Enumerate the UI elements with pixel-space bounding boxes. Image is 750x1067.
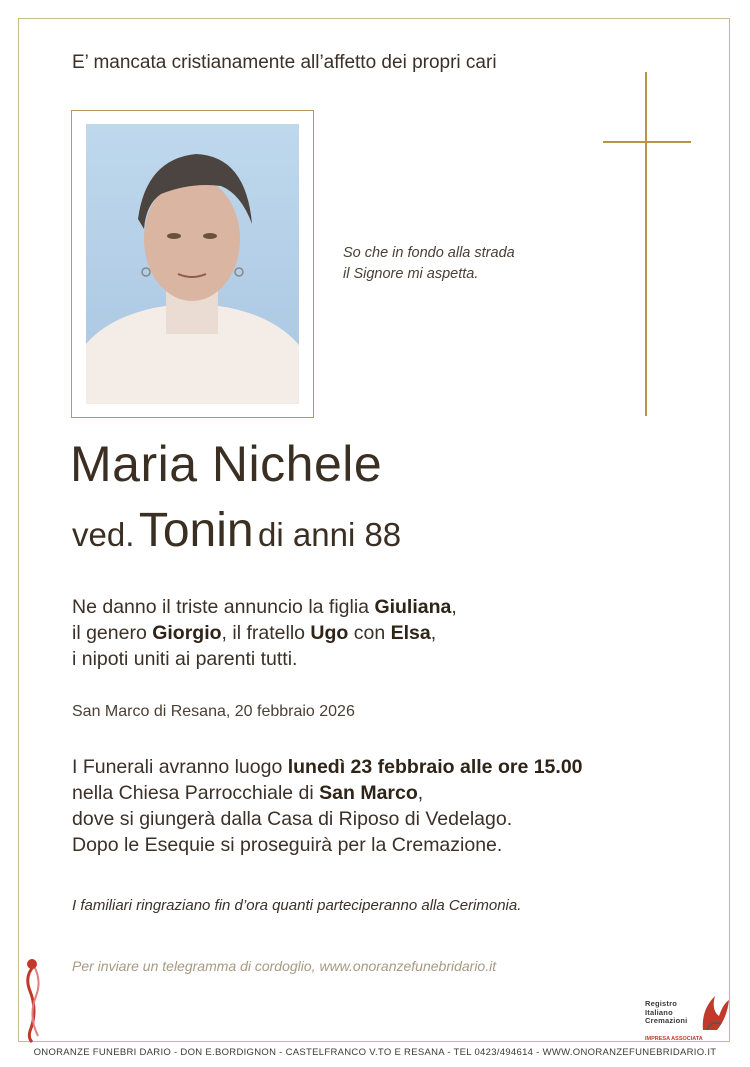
church-place: San Marco [319,782,418,804]
deceased-subname [72,503,401,558]
funeral-line-4: Dopo le Esequie si proseguirà per la Cremazione. [72,834,503,856]
son-in-law-name: Giorgio [152,622,222,644]
logo-text: Registro Italiano Cremazioni [645,999,688,1025]
portrait-frame [71,110,314,418]
age-text: di anni 88 [258,516,402,553]
portrait-photo [86,124,299,404]
funeral-datetime: lunedì 23 febbraio alle ore 15.00 [287,756,583,778]
funeral-line-2: nella Chiesa Parrocchiale di San Marco, [72,782,424,804]
quote-line-1: So che in fondo alla strada [343,245,515,261]
funeral-info [72,754,583,858]
deceased-name: Maria Nichele [70,436,383,492]
announcement-line-1: Ne danno il triste annuncio la figlia Giuliana, [72,596,457,618]
footer: ONORANZE FUNEBRI DARIO - DON E.BORDIGNON - CASTELFRANCO V.TO E RESANA - TEL 0423/494614 - WWW.ONORANZEFUNEBRIDARIO.IT [33,1047,717,1058]
brother-name: Ugo [310,622,349,644]
intro-text: E’ mancata cristianamente all’affetto dei propri cari [72,52,497,73]
cross-icon-bar [603,141,691,143]
ved-prefix: ved. [72,516,135,553]
quote-line-2: il Signore mi aspetta. [343,266,479,282]
telegram-link[interactable]: Per inviare un telegramma di cordoglio, www.onoranzefunebridario.it [72,958,497,974]
sister-in-law-name: Elsa [390,622,431,644]
funeral-line-1: I Funerali avranno luogo lunedì 23 febbraio alle ore 15.00 [72,756,583,778]
cremation-registry-logo [645,990,735,1042]
cross-icon [645,72,647,416]
ribbon-icon [20,956,48,1051]
announcement [72,594,457,672]
logo-subtitle: IMPRESA ASSOCIATA [645,1036,703,1042]
announcement-line-2: il genero Giorgio, il fratello Ugo con Elsa, [72,622,437,644]
thanks-text: I familiari ringraziano fin d’ora quanti parteciperanno alla Cerimonia. [72,897,522,914]
funeral-line-3: dove si giungerà dalla Casa di Riposo di Vedelago. [72,808,513,830]
phoenix-icon [697,990,733,1036]
quote [343,243,515,285]
announcement-line-3: i nipoti uniti ai parenti tutti. [72,648,298,670]
place-date: San Marco di Resana, 20 febbraio 2026 [72,703,355,720]
daughter-name: Giuliana [374,596,452,618]
married-name: Tonin [138,504,254,557]
